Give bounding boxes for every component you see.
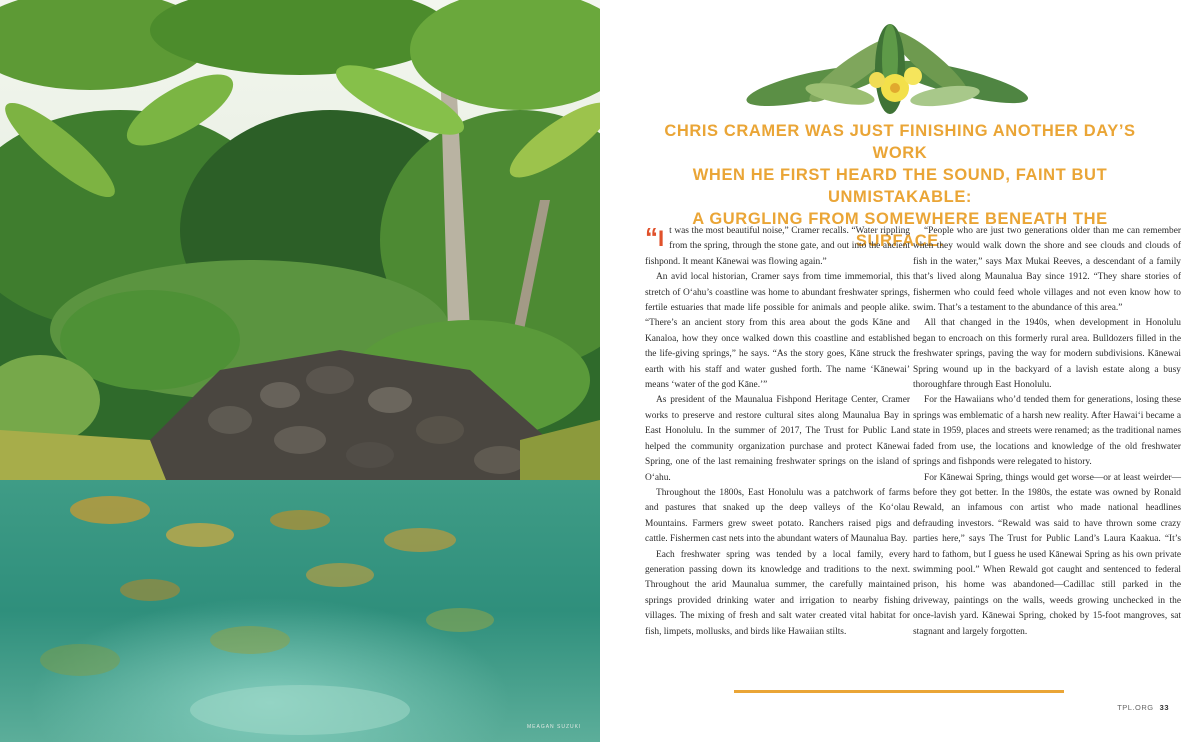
article-paragraph: For Kānewai Spring, things would get worse—or at least weirder—before they got better. In the 1980s, the estate was owned by Ronald Rewald, an infamous con artist who made national headlines defrauding investors. “Rewald was said to have thrown some crazy parties here,” says The Trust for Public Land’s Laura Kaakua. “It’s hard to fathom, but I guess he used Kānewai Spring as his own private swimming pool.” When Rewald got caught and sentenced to federal prison, his home was abandoned—Cadillac still parked in the driveway, paintings on the walls, weeds growing unchecked in the once-lavish yard. Kānewai Spring, choked by 15-foot mangroves, sat stagnant and largely forgotten.: [913, 472, 1181, 637]
article-page: [600, 0, 1200, 742]
section-divider: [734, 690, 1064, 693]
article-column-2: [913, 224, 1181, 640]
drop-cap-quote: “I: [645, 222, 665, 252]
article-paragraph: An avid local historian, Cramer says from time immemorial, this stretch of O‘ahu’s coastline was home to abundant freshwater springs, fertile estuaries that made life possible for animals and people alike. “There’s an ancient story from this area about the gods Kāne and Kanaloa, how they once walked down this coastline and established the life-giving springs,” he says. “As the story goes, Kāne struck the earth with his staff and water gushed forth. The name ‘Kānewai’ means ‘water of the god Kāne.’”: [645, 272, 910, 391]
page-folio: [1117, 703, 1169, 712]
tropical-foliage-illustration-icon: [745, 24, 1035, 114]
article-column-1: [645, 224, 910, 640]
article-paragraph: “People who are just two generations older than me can remember when they would walk down the shore and see clouds and clouds of fish in the water,” says Max Mukai Reeves, a descendant of a family that’s lived along Maunalua Bay since 1912. “They share stories of fishermen who could feed whole villages and not even know how to swim. That’s a testament to the abundance of this area.”: [913, 226, 1181, 314]
folio-site: TPL.ORG: [1117, 703, 1154, 712]
article-paragraph: As president of the Maunalua Fishpond Heritage Center, Cramer works to preserve and restore cultural sites along Maunalua Bay in East Honolulu. In the summer of 2017, The Trust for Public Land helped the community organization purchase and protect Kānewai Spring, one of the last remaining freshwater springs on the island of O‘ahu.: [645, 395, 910, 483]
article-paragraph: Each freshwater spring was tended by a local family, every generation passing down its knowledge and traditions to the next. Throughout the arid Maunalua summer, the carefully maintained springs provided drinking water and irrigation to nearby fishing villages. The mixing of fresh and salt water created vital habitat for fish, limpets, mollusks, and birds like Hawaiian stilts.: [645, 549, 910, 637]
article-paragraph: All that changed in the 1940s, when development in Honolulu began to encroach on this formerly rural area. Bulldozers filled in the freshwater springs, paving the way for modern subdivisions. Kānewai Spring wound up in the backyard of a lavish estate along a busy thoroughfare through East Honolulu.: [913, 318, 1181, 391]
pull-quote-line-2: WHEN HE FIRST HEARD THE SOUND, FAINT BUT UNMISTAKABLE:: [692, 166, 1108, 206]
page-number: 33: [1159, 703, 1169, 712]
article-paragraph: Throughout the 1800s, East Honolulu was a patchwork of farms and pastures that snaked up the deep valleys of the Ko‘olau Mountains. Farmers grew sweet potato. Ranchers raised pigs and cattle. Fishermen cast nets into the abundant waters of Maunalua Bay.: [645, 487, 910, 545]
photo-credit: MEAGAN SUZUKI: [527, 724, 582, 730]
pull-quote-line-1: CHRIS CRAMER WAS JUST FINISHING ANOTHER DAY’S WORK: [664, 122, 1136, 162]
pull-quote-line-3: A GURGLING FROM SOMEWHERE BENEATH THE SURFACE.: [692, 210, 1108, 250]
article-paragraph: For the Hawaiians who’d tended them for generations, losing these springs was emblematic of a harsh new reality. After Hawai‘i became a state in 1959, places and streets were renamed; as the traditional names faded from use, the locations and knowledge of the old freshwater springs and fishponds were relegated to history.: [913, 395, 1181, 468]
article-paragraph: “I t was the most beautiful noise,” Cramer recalls. “Water rippling from the spring, through the stone gate, and out into the ancient fishpond. It meant Kānewai was flowing again.”: [645, 222, 910, 267]
